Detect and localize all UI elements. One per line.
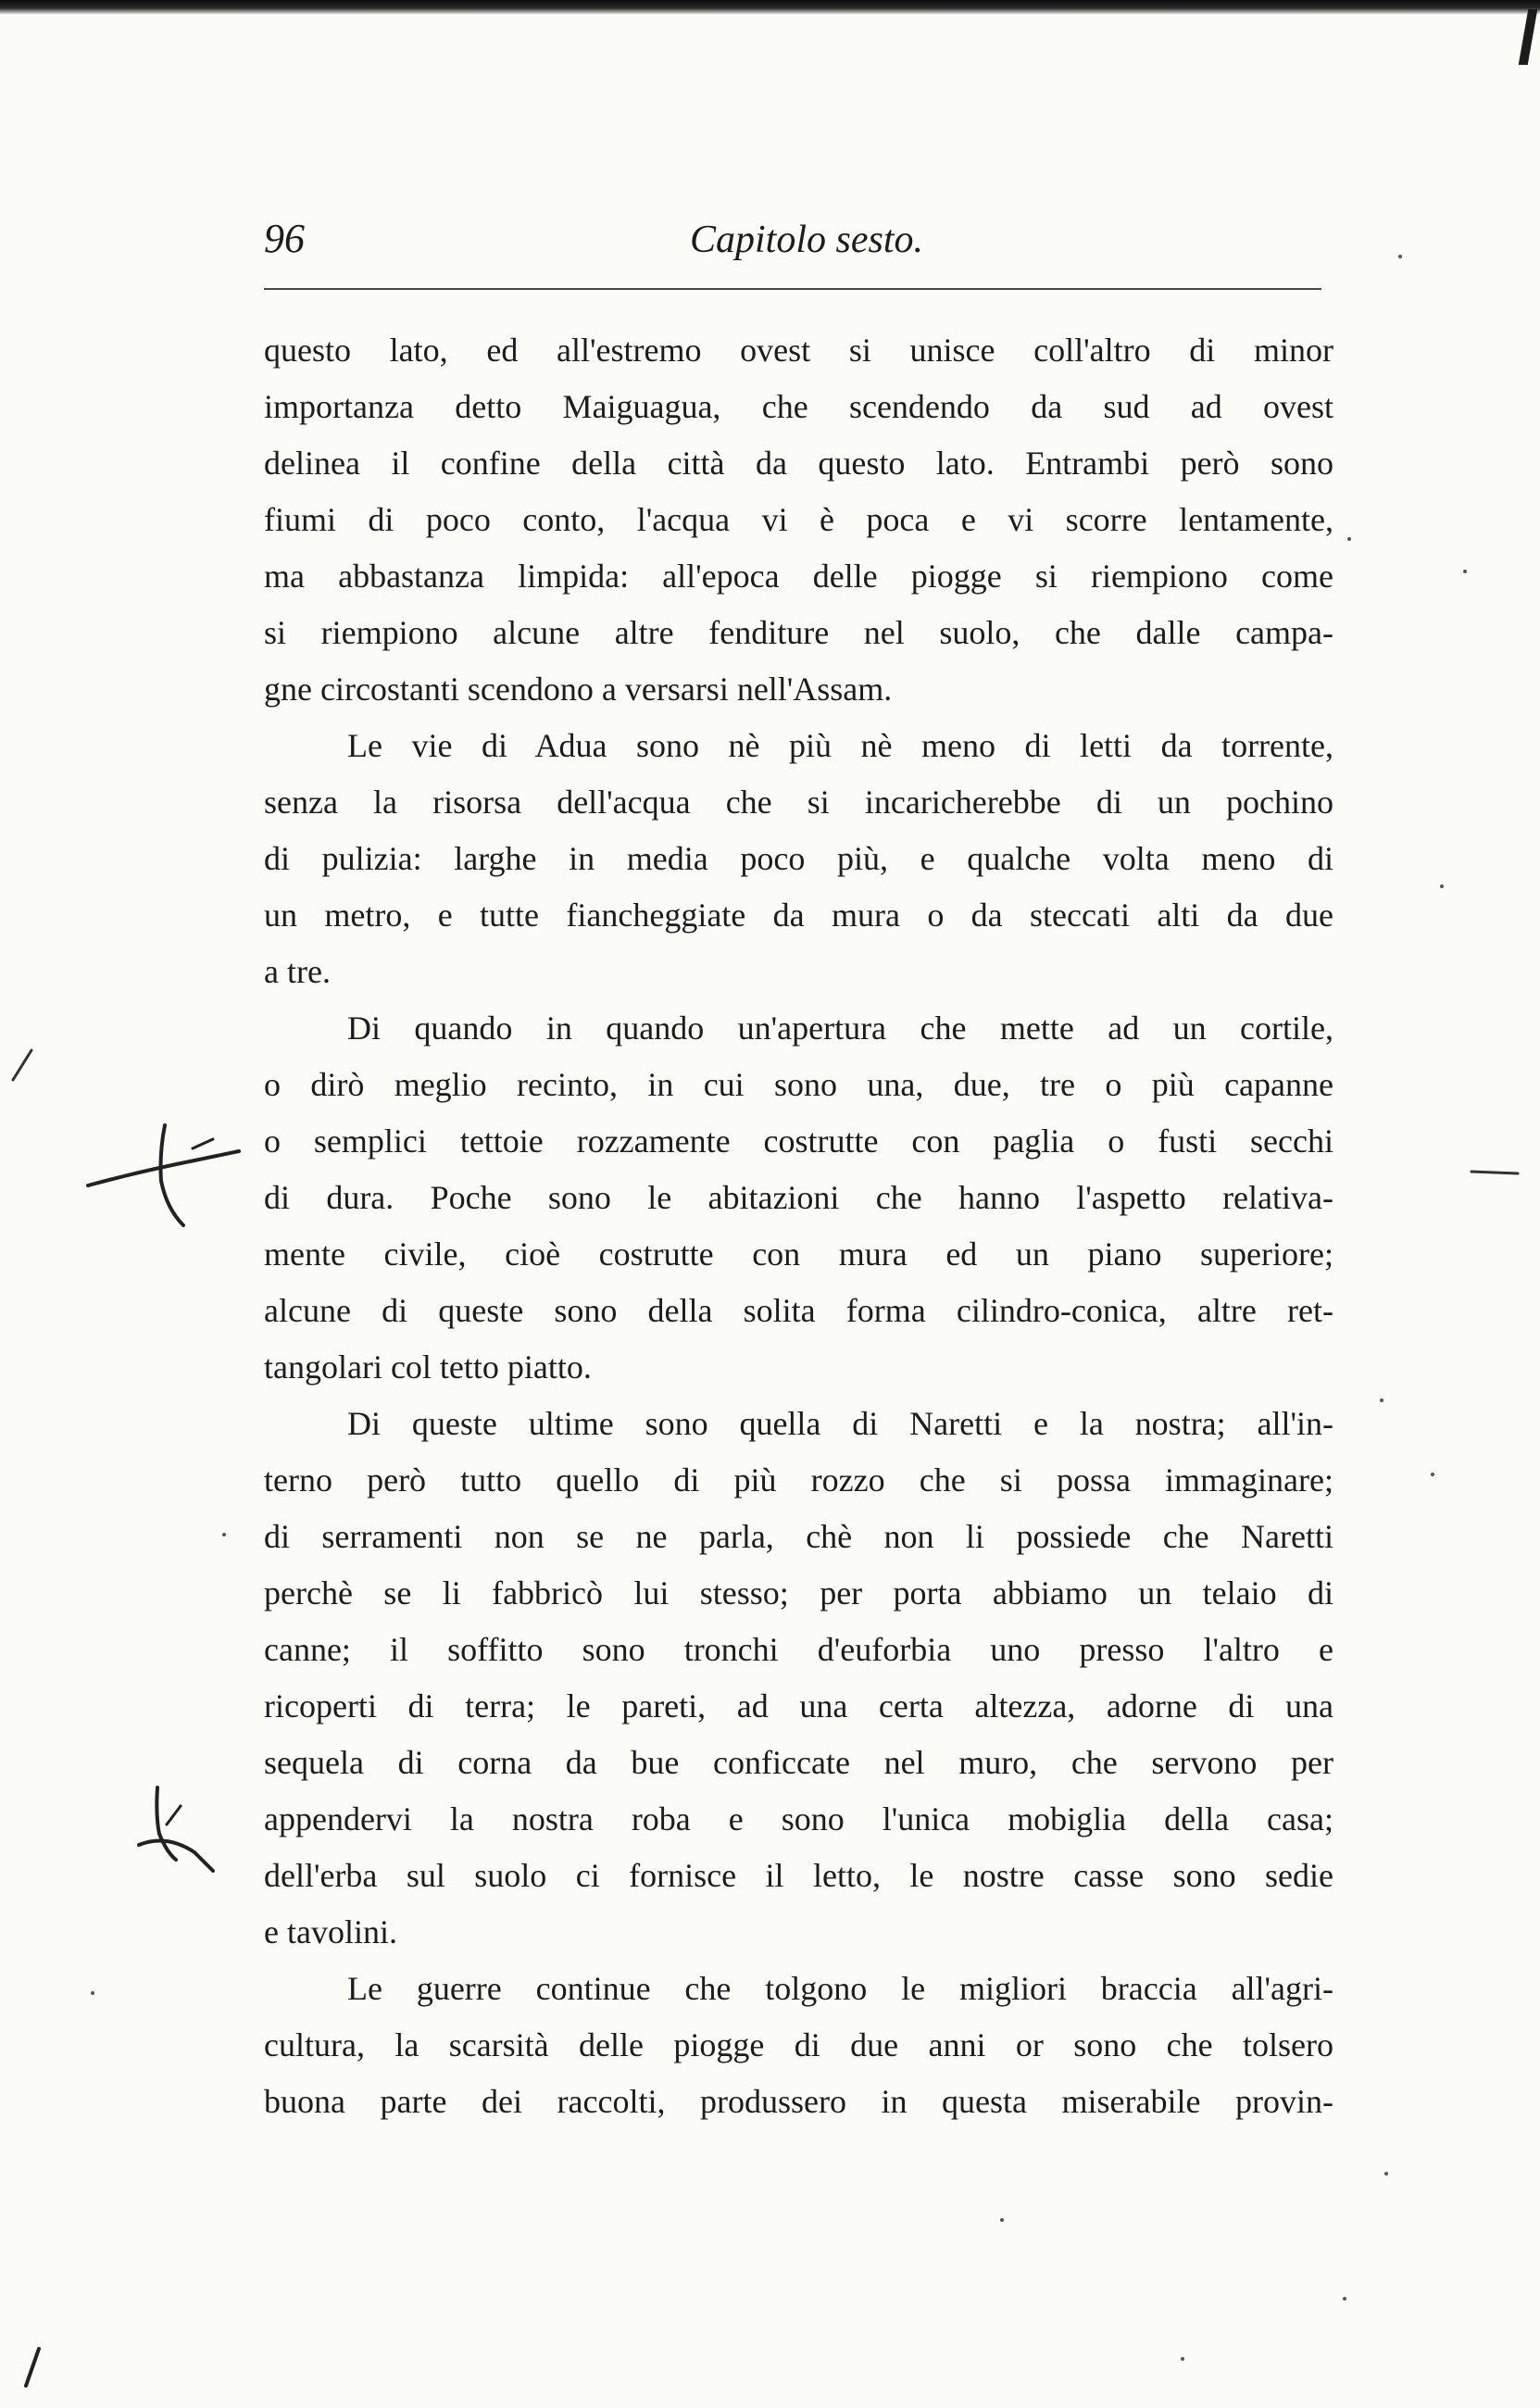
scan-speck — [1463, 570, 1467, 573]
text-line: Le guerre continue che tolgono le migliori braccia all'agri- — [347, 1970, 1333, 2007]
text-line: Di queste ultime sono quella di Naretti e la nostra; all'in- — [347, 1405, 1333, 1442]
text-line: un metro, e tutte fiancheggiate da mura o da steccati alti da due — [264, 897, 1333, 934]
scan-speck — [1343, 2297, 1346, 2301]
scan-speck — [1384, 2172, 1388, 2176]
scan-speck — [1000, 2218, 1004, 2222]
handwritten-cross-mark — [130, 1778, 222, 1889]
text-line: e tavolini. — [264, 1913, 397, 1950]
scan-speck — [91, 1991, 94, 1995]
text-line: appendervi la nostra roba e sono l'unica mobiglia della casa; — [264, 1800, 1333, 1837]
margin-dash-mark — [1468, 1162, 1523, 1181]
margin-slash-mark — [9, 1047, 37, 1084]
text-line: gne circostanti scendono a versarsi nell'Assam. — [264, 671, 893, 708]
text-line: cultura, la scarsità delle piogge di due anni or sono che tolsero — [264, 2026, 1333, 2063]
text-line: a tre. — [264, 953, 331, 990]
scan-speck — [1380, 1398, 1383, 1402]
running-title: Capitolo sesto. — [690, 219, 924, 261]
text-line: terno però tutto quello di più rozzo che si possa immaginare; — [264, 1461, 1333, 1499]
scan-speck — [1181, 2357, 1184, 2361]
text-line: importanza detto Maiguagua, che scendendo da sud ad ovest — [264, 388, 1333, 425]
text-line: fiumi di poco conto, l'acqua vi è poca e vi scorre lentamente, — [264, 501, 1333, 538]
text-line: sequela di corna da bue conficcate nel muro, che servono per — [264, 1744, 1333, 1781]
text-line: ricoperti di terra; le pareti, ad una certa altezza, adorne di una — [264, 1687, 1333, 1724]
scan-speck — [222, 1533, 226, 1536]
body-text — [264, 322, 1333, 2130]
page-number: 96 — [264, 216, 305, 261]
scan-edge-shadow — [0, 0, 1540, 15]
handwritten-cross-mark — [83, 1107, 250, 1236]
text-line: o dirò meglio recinto, in cui sono una, due, tre o più capanne — [264, 1066, 1333, 1103]
text-line: mente civile, cioè costrutte con mura ed un piano superiore; — [264, 1235, 1333, 1273]
text-line: questo lato, ed all'estremo ovest si unisce coll'altro di minor — [264, 332, 1333, 369]
text-line: canne; il soffitto sono tronchi d'euforbia uno presso l'altro e — [264, 1631, 1333, 1668]
text-line: alcune di queste sono della solita forma cilindro-conica, altre ret- — [264, 1292, 1333, 1329]
text-line: si riempiono alcune altre fenditure nel suolo, che dalle campa- — [264, 614, 1333, 651]
text-line: Le vie di Adua sono nè più nè meno di letti da torrente, — [347, 727, 1333, 764]
text-line: delinea il confine della città da questo lato. Entrambi però sono — [264, 445, 1333, 482]
text-line: ma abbastanza limpida: all'epoca delle piogge si riempiono come — [264, 558, 1333, 595]
margin-slash-mark — [20, 2343, 48, 2389]
text-line: tangolari col tetto piatto. — [264, 1348, 592, 1386]
scan-speck — [1347, 537, 1351, 541]
scan-speck — [1440, 884, 1444, 888]
text-line: Di quando in quando un'apertura che mette ad un cortile, — [347, 1010, 1333, 1047]
scan-speck — [1398, 255, 1402, 258]
text-line: di dura. Poche sono le abitazioni che hanno l'aspetto relativa- — [264, 1179, 1333, 1216]
text-line: di serramenti non se ne parla, chè non li possiede che Naretti — [264, 1518, 1333, 1555]
text-line: dell'erba sul suolo ci fornisce il letto, le nostre casse sono sedie — [264, 1857, 1333, 1894]
text-line: senza la risorsa dell'acqua che si incaricherebbe di un pochino — [264, 784, 1333, 821]
text-line: o semplici tettoie rozzamente costrutte con paglia o fusti secchi — [264, 1122, 1333, 1160]
text-line: perchè se li fabbricò lui stesso; per porta abbiamo un telaio di — [264, 1574, 1333, 1612]
header-rule — [264, 288, 1321, 290]
scan-edge-mark — [1519, 9, 1538, 65]
text-line: di pulizia: larghe in media poco più, e qualche volta meno di — [264, 840, 1333, 877]
scan-speck — [1431, 1473, 1434, 1476]
text-line: buona parte dei raccolti, produssero in questa miserabile provin- — [264, 2083, 1333, 2120]
